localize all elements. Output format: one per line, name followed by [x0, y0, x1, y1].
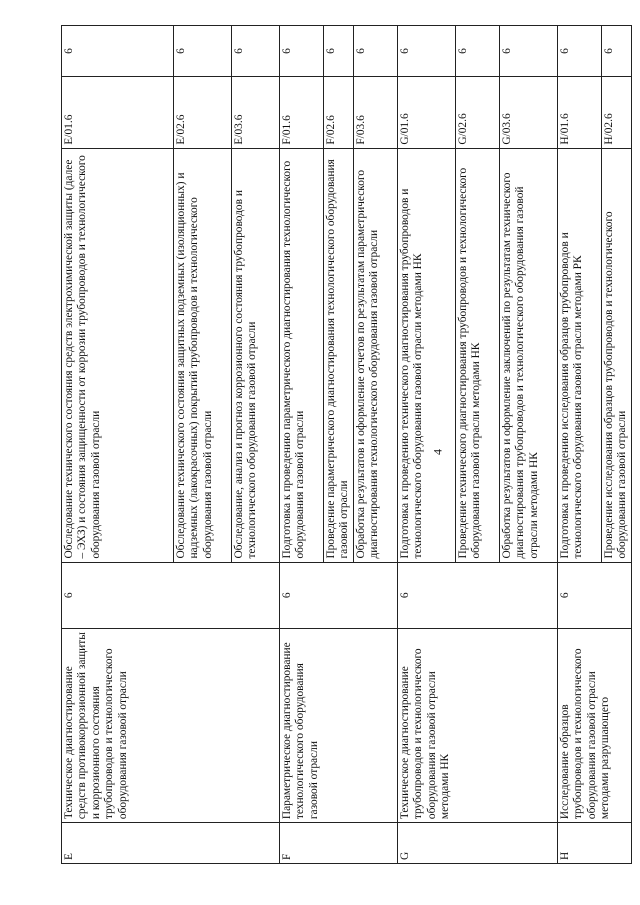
group-level: 6 [398, 562, 558, 628]
group-name: Техническое диагностирование трубопроводов и технологического оборудования газовой отрасли методами НК [398, 628, 558, 822]
functions-table [61, 25, 632, 864]
function-code: F/02.6 [324, 77, 354, 149]
table-row [558, 26, 602, 864]
group-level: 6 [62, 562, 280, 628]
function-name: Обследование технического состояния защитных подземных (изоляционных) и надземных (лакокрасочных) покрытий трубопроводов и технологического оборудования газовой отрасли [174, 148, 232, 562]
function-name: Подготовка к проведению параметрического диагностирования технологического оборудования газовой отрасли [280, 148, 324, 562]
group-level: 6 [280, 562, 398, 628]
function-code: E/02.6 [174, 77, 232, 149]
function-sublevel: 6 [280, 26, 324, 77]
function-name: Проведение технического диагностирования трубопроводов и технологического оборудования газовой отрасли методами НК [456, 148, 500, 562]
function-sublevel: 6 [500, 26, 558, 77]
function-sublevel: 6 [354, 26, 398, 77]
function-code: E/03.6 [232, 77, 280, 149]
table-row [280, 26, 324, 864]
function-code: E/01.6 [62, 77, 174, 149]
page-number: 4 [430, 449, 445, 455]
function-name: Обработка результатов и оформление отчетов по результатам параметрического диагностирования технологического оборудования газовой отрасли [354, 148, 398, 562]
group-code: G [398, 823, 558, 864]
group-level: 6 [558, 562, 632, 628]
function-name: Подготовка к проведению исследования образцов трубопроводов и технологического оборудования газовой отрасли методами РК [558, 148, 602, 562]
function-code: G/02.6 [456, 77, 500, 149]
function-code: H/02.6 [602, 77, 632, 149]
group-name: Техническое диагностирование средств противокоррозионной защиты и коррозионного состояния трубопроводов и технологического оборудования газовой отрасли [62, 628, 280, 822]
function-sublevel: 6 [456, 26, 500, 77]
function-sublevel: 6 [174, 26, 232, 77]
function-code: H/01.6 [558, 77, 602, 149]
table-row [398, 26, 456, 864]
group-name: Параметрическое диагностирование технологического оборудования газовой отрасли [280, 628, 398, 822]
function-sublevel: 6 [232, 26, 280, 77]
function-name: Обработка результатов и оформление заключений по результатам технического диагностирования трубопроводов и технологического оборудования газовой отрасли методами НК [500, 148, 558, 562]
function-name: Подготовка к проведению технического диагностирования трубопроводов и технологического оборудования газовой отрасли методами НК [398, 148, 456, 562]
function-name: Проведение исследования образцов трубопроводов и технологического оборудования газовой отрасли [602, 148, 632, 562]
function-sublevel: 6 [324, 26, 354, 77]
function-name: Обследование технического состояния средств электрохимической защиты (далее – ЭХЗ) и состояния защищенности от коррозии трубопроводов и технологического оборудования газовой отрасли [62, 148, 174, 562]
function-sublevel: 6 [398, 26, 456, 77]
function-sublevel: 6 [558, 26, 602, 77]
function-sublevel: 6 [62, 26, 174, 77]
function-code: F/03.6 [354, 77, 398, 149]
function-name: Обследование, анализ и прогноз коррозионного состояния трубопроводов и технологического оборудования газовой отрасли [232, 148, 280, 562]
function-code: F/01.6 [280, 77, 324, 149]
function-sublevel: 6 [602, 26, 632, 77]
group-code: F [280, 823, 398, 864]
table-row [62, 26, 174, 864]
document-table-wrapper [61, 25, 629, 864]
group-code: H [558, 823, 632, 864]
group-code: E [62, 823, 280, 864]
group-name: Исследование образцов трубопроводов и технологического оборудования газовой отрасли методами разрушающего [558, 628, 632, 822]
function-code: G/01.6 [398, 77, 456, 149]
function-code: G/03.6 [500, 77, 558, 149]
function-name: Проведение параметрического диагностирования технологического оборудования газовой отрасли [324, 148, 354, 562]
